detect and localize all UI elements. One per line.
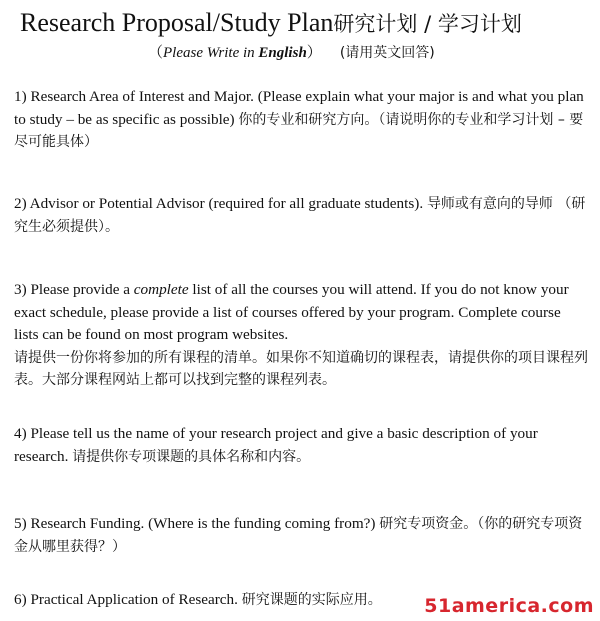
title-chinese: 研究计划 / 学习计划 — [333, 12, 522, 36]
subtitle-close-paren: ） — [306, 45, 322, 61]
watermark: 51america.com — [424, 595, 594, 617]
question-6-chinese: 研究课题的实际应用。 — [241, 592, 382, 608]
question-5-english: 5) Research Funding. (Where is the funding coming from?) — [14, 515, 380, 532]
question-6-english: 6) Practical Application of Research. — [14, 591, 242, 608]
question-4-english: 4) Please tell us the name of your research project and give a basic description of your research. — [14, 425, 538, 465]
question-3-english-emphasis: complete — [133, 281, 189, 298]
question-5 — [14, 513, 588, 558]
subtitle-open-paren: （ — [148, 45, 164, 61]
question-2-chinese: 导师或有意向的导师 （研究生必须提供）。 — [14, 196, 586, 235]
question-3 — [14, 279, 588, 392]
question-4 — [14, 423, 588, 468]
document-title — [20, 6, 590, 41]
question-2 — [14, 193, 588, 238]
question-2-english: 2) Advisor or Potential Advisor (required for all graduate students). — [14, 195, 427, 212]
question-5-chinese: 研究专项资金。（你的研究专项资金从哪里获得？） — [14, 516, 583, 555]
title-english: Research Proposal/Study Plan — [20, 8, 334, 37]
question-3-english-b: list of all the courses you will attend. If you do not know your exact schedule, please provide a list of courses offered by your program. Complete course lists can be found on most program websites. — [14, 281, 569, 343]
subtitle-chinese: (请用英文回答) — [339, 45, 435, 61]
question-3-english-a: 3) Please provide a — [14, 281, 134, 298]
question-1-chinese: 你的专业和研究方向。（请说明你的专业和学习计划 – 要尽可能具体） — [14, 111, 584, 150]
question-1-english: 1) Research Area of Interest and Major. (Please explain what your major is and what you plan to study – be as specific as possible) — [14, 88, 584, 128]
subtitle-please-write: Please Write in — [163, 45, 259, 61]
question-3-chinese: 请提供一份你将参加的所有课程的清单。如果你不知道确切的课程表，请提供你的项目课程列表。大部分课程网站上都可以找到完整的课程列表。 — [14, 349, 588, 388]
question-1 — [14, 86, 588, 154]
question-4-chinese: 请提供你专项课题的具体名称和内容。 — [72, 448, 311, 465]
subtitle-english: English — [258, 45, 307, 61]
document-subtitle — [148, 42, 435, 64]
